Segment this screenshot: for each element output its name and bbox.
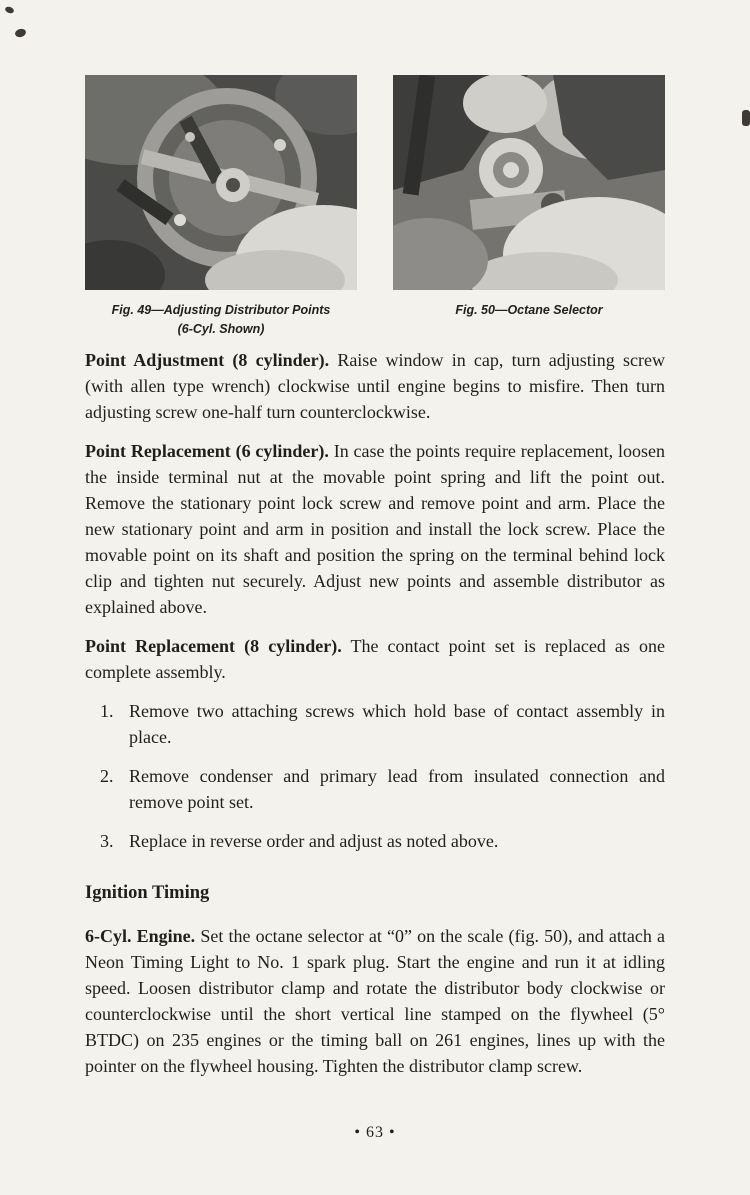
paragraph-lead: Point Adjustment (8 cylinder).: [85, 350, 330, 370]
paragraph-body: Set the octane selector at “0” on the scale (fig. 50), and attach a Neon Timing Light to No. 1 spark plug. Start the engine and run it at idling speed. Loosen distributor clamp and rotate the distributor body clockwise or counterclockwise until the short vertical line stamped on the flywheel (5° BTDC) on 235 engines or the timing ball on 261 engines, lines up with the pointer on the flywheel housing. Tighten the distributor clamp screw.: [85, 926, 666, 1076]
step-text: Remove two attaching screws which hold base of contact assembly in place.: [129, 701, 665, 747]
step-number: 1.: [100, 701, 114, 721]
body-text: [85, 347, 665, 1092]
figure-50-photo: [393, 75, 665, 290]
step-number: 3.: [100, 831, 114, 851]
figure-50: [393, 75, 665, 339]
paragraph-six-cyl-engine: [85, 923, 665, 1079]
section-heading-ignition-timing: Ignition Timing: [85, 883, 210, 903]
numbered-steps: [85, 698, 665, 854]
figure-caption-line: Fig. 49—Adjusting Distributor Points: [111, 303, 331, 317]
paragraph-lead: Point Replacement (6 cylinder).: [85, 441, 329, 461]
step-item: [85, 698, 665, 750]
paragraph-body: The contact point set is replaced as one complete assembly.: [85, 636, 665, 682]
paragraph-body: Raise window in cap, turn adjusting screw (with allen type wrench) clockwise until engine begins to misfire. Then turn adjusting screw one-half turn counterclockwise.: [85, 350, 665, 422]
figures-row: [85, 75, 665, 339]
step-number: 2.: [100, 766, 114, 786]
scan-artifact: [4, 6, 15, 15]
paragraph-lead: Point Replacement (8 cylinder).: [85, 636, 342, 656]
paragraph-point-replacement-6: [85, 438, 665, 620]
figure-49-caption: [85, 301, 357, 339]
page-number: • 63 •: [354, 1124, 396, 1141]
scan-artifact: [14, 28, 27, 39]
figure-49-photo: [85, 75, 357, 290]
step-item: [85, 828, 665, 854]
step-item: [85, 763, 665, 815]
paragraph-lead: 6-Cyl. Engine.: [85, 926, 196, 946]
figure-caption-line: Fig. 50—Octane Selector: [455, 303, 603, 317]
step-text: Replace in reverse order and adjust as noted above.: [129, 831, 499, 851]
figure-49: [85, 75, 357, 339]
paragraph-point-replacement-8: [85, 633, 665, 685]
step-text: Remove condenser and primary lead from insulated connection and remove point set.: [129, 766, 665, 812]
paragraph-point-adjustment: [85, 347, 665, 425]
figure-caption-line: (6-Cyl. Shown): [177, 321, 265, 336]
scan-artifact: [742, 110, 750, 126]
paragraph-body: In case the points require replacement, loosen the inside terminal nut at the movable point spring and lift the point out. Remove the stationary point lock screw and remove point and arm. Place the new stationary point and arm in position and install the lock screw. Place the movable point on its shaft and position the spring on the terminal behind lock clip and tighten nut securely. Adjust new points and assemble distributor as explained above.: [85, 441, 665, 617]
figure-50-caption: [393, 301, 665, 320]
